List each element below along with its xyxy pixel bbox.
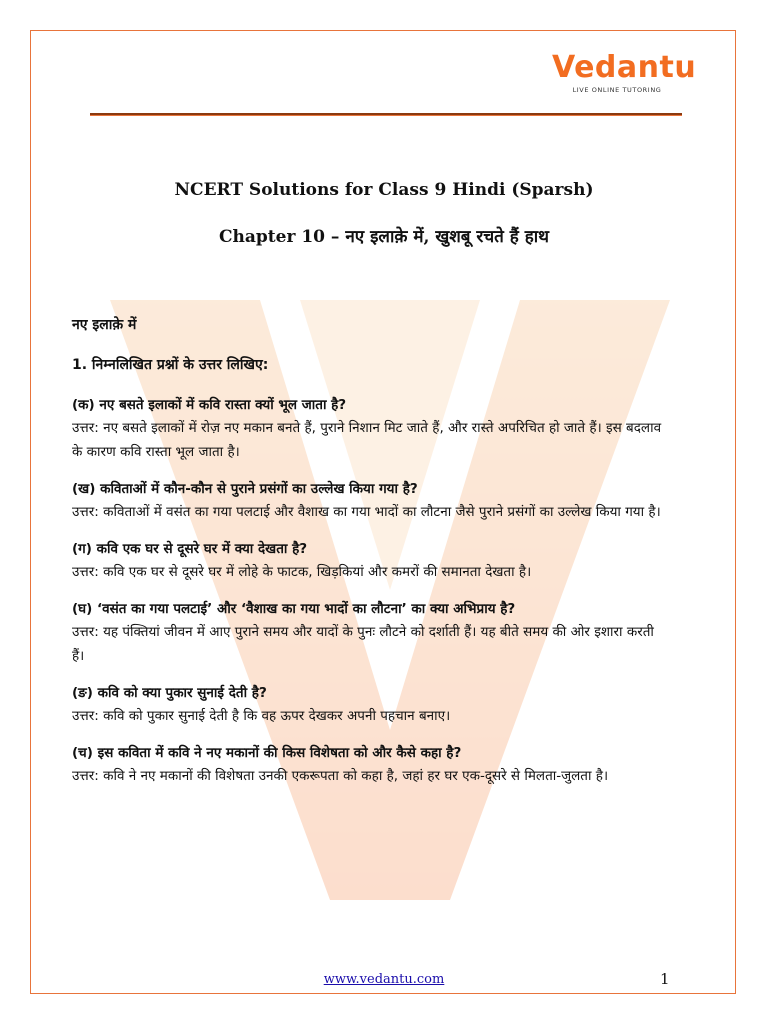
page-number: 1 bbox=[660, 970, 670, 988]
document-title: NCERT Solutions for Class 9 Hindi (Sparsh) bbox=[174, 180, 594, 200]
qa-item bbox=[72, 478, 668, 524]
header-divider bbox=[90, 113, 682, 116]
question-text: (ङ) कवि को क्या पुकार सुनाई देती है? bbox=[72, 685, 267, 701]
chapter-title: Chapter 10 – नए इलाक़े में, खुशबू रचते हैं हाथ bbox=[218, 227, 550, 247]
section-heading: नए इलाक़े में bbox=[72, 317, 137, 333]
answer-text: उत्तर: कविताओं में वसंत का गया पलटाई और वैशाख का गया भादों का लौटना जैसे पुराने प्रसंगों का उल्लेख किया गया है। bbox=[72, 504, 661, 520]
qa-item bbox=[72, 682, 668, 728]
question-heading: 1. निम्नलिखित प्रश्नों के उत्तर लिखिए: bbox=[72, 357, 269, 373]
answer-text: उत्तर: कवि एक घर से दूसरे घर में लोहे के फाटक, खिड़कियां और कमरों की समानता देखता है। bbox=[72, 564, 532, 580]
answer-text: उत्तर: नए बसते इलाकों में रोज़ नए मकान बनते हैं, पुराने निशान मिट जाते हैं, और रास्ते अपरिचित हो जाते हैं। इस बदलाव के कारण कवि रास्ता भूल जाता है। bbox=[72, 420, 662, 460]
qa-item bbox=[72, 394, 668, 464]
website-link[interactable]: www.vedantu.com bbox=[323, 972, 445, 987]
qa-item bbox=[72, 598, 668, 668]
question-text: (क) नए बसते इलाकों में कवि रास्ता क्यों भूल जाता है? bbox=[72, 397, 347, 413]
answer-text: उत्तर: कवि ने नए मकानों की विशेषता उनकी एकरूपता को कहा है, जहां हर घर एक-दूसरे से मिलता-जुलता है। bbox=[72, 768, 609, 784]
answer-text: उत्तर: कवि को पुकार सुनाई देती है कि वह ऊपर देखकर अपनी पहचान बनाए। bbox=[72, 708, 451, 724]
question-text: (ख) कविताओं में कौन-कौन से पुराने प्रसंगों का उल्लेख किया गया है? bbox=[72, 481, 418, 497]
answer-text: उत्तर: यह पंक्तियां जीवन में आए पुराने समय और यादों के पुनः लौटने को दर्शाती हैं। यह बीते समय की ओर इशारा करती हैं। bbox=[72, 624, 654, 664]
question-text: (ग) कवि एक घर से दूसरे घर में क्या देखता है? bbox=[72, 541, 308, 557]
logo-wordmark: Vedantu bbox=[552, 50, 697, 85]
question-text: (च) इस कविता में कवि ने नए मकानों की किस विशेषता को और कैसे कहा है? bbox=[72, 745, 462, 761]
question-text: (घ) ‘वसंत का गया पलटाई’ और ‘वैशाख का गया भादों का लौटना’ का क्या अभिप्राय है? bbox=[72, 601, 516, 617]
logo-tagline: LIVE ONLINE TUTORING bbox=[572, 86, 662, 94]
qa-item bbox=[72, 742, 668, 788]
document-content bbox=[72, 314, 668, 802]
qa-item bbox=[72, 538, 668, 584]
vedantu-logo bbox=[552, 50, 697, 102]
